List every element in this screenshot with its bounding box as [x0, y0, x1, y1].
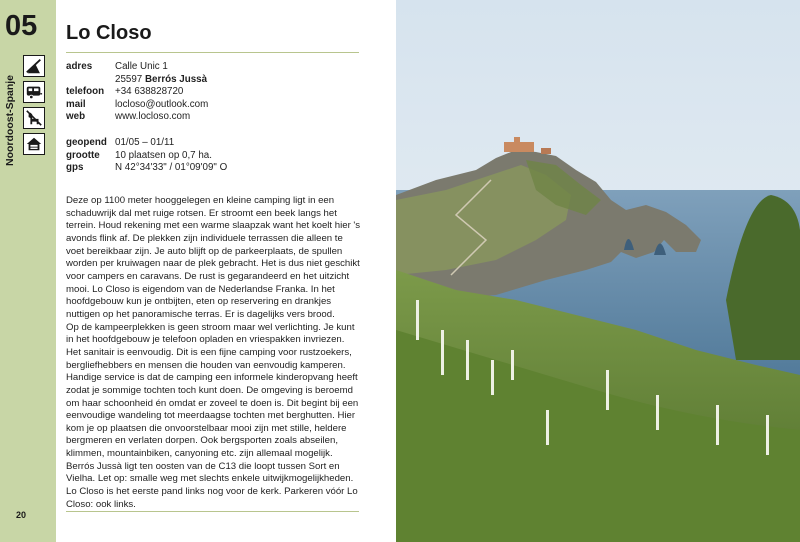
phone-value: +34 638828720: [115, 86, 184, 98]
gps-row: [66, 162, 227, 175]
mail-label: mail: [66, 98, 86, 110]
web-label: web: [66, 111, 86, 123]
phone-row: [66, 86, 227, 99]
coastal-landscape-illustration: [396, 0, 800, 542]
open-value: 01/05 – 01/11: [115, 136, 175, 148]
address-street: Calle Unic 1: [115, 61, 168, 72]
description-paragraph: Deze op 1100 meter hooggelegen en kleine camping ligt in een schaduwrijk dal met ruige rotsen. Er stroomt een beek langs het terrein. Houd rekening met een warme slaapzak want het koelt hier 's avonds flink af. De plekken zijn individuele terrassen die alleen te voet bereikbaar zijn. Je auto blijft op de parkeerplaats, de spullen worden per kruiwagen naar de plek gebracht. Het is dus niet geschikt voor campers en caravans. De rust is gegarandeerd en het uitzicht mooi. Lo Closo is eigendom van de Nederlandse Franka. In het hoofdgebouw kun je ontbijten, eten op reservering en drankjes nuttigen op het panoramische terras. Er is dagelijks vers brood.: [66, 195, 361, 320]
dog-allowed-icon: [23, 107, 45, 129]
gps-label: gps: [66, 162, 84, 174]
sidebar: [0, 0, 56, 542]
caravan-icon: [23, 81, 45, 103]
phone-label: telefoon: [66, 86, 105, 98]
landscape-photo: [396, 0, 800, 542]
address-row: [66, 61, 227, 74]
region-label: Noordoost-Spanje: [4, 75, 16, 166]
size-row: [66, 150, 227, 163]
address-label: adres: [66, 61, 93, 72]
address-postcode: 25597: [115, 73, 143, 85]
entry-number: 05: [5, 10, 38, 42]
page-number: 20: [16, 510, 27, 520]
mail-row: [66, 99, 227, 112]
house-icon: [23, 133, 45, 155]
mail-value: locloso@outlook.com: [115, 98, 209, 110]
open-row: [66, 137, 227, 150]
address-town-row: [66, 74, 227, 87]
facility-icons: [23, 55, 45, 155]
tent-icon: [23, 55, 45, 77]
campsite-title: Lo Closo: [66, 22, 152, 44]
description: [66, 195, 361, 511]
address-town: Berrós Jussà: [144, 73, 208, 85]
divider-bottom: [66, 511, 359, 512]
size-label: grootte: [66, 149, 100, 161]
web-value: www.locloso.com: [115, 111, 191, 123]
gps-value: N 42°34'33" / 01°09'09" O: [115, 162, 228, 174]
info-block: [66, 61, 227, 175]
divider-top: [66, 52, 359, 53]
open-label: geopend: [66, 136, 107, 148]
web-row: [66, 111, 227, 124]
description-paragraph: Op de kampeerplekken is geen stroom maar wel verlichting. Je kunt in het hoofdgebouw je telefoon opladen en vriespakken invriezen. Het sanitair is eenvoudig. Dit is een fijne camping voor rustzoekers, bergliefhebbers en mensen die houden van eenvoudig kamperen. Handige service is dat de camping een informele kinderopvang heeft zodat je sommige tochten toch kunt doen. De omgeving is beroemd om haar schoonheid én omdat er zoveel te doen is. Dit begint bij een eenvoudige wandeling tot meerdaagse tochten met berghutten. Hier kom je op plaatsen die onvoorstelbaar mooi zijn met stille, heldere bergmeren en verlaten dorpen. Ook bergsporten zoals abseilen, klimmen, mountainbiken, canyoning etc. zijn allemaal mogelijk. Berrós Jussà ligt ten oosten van de C13 die loopt tussen Sort en Vielha. Let op: smalle weg met slechts enkele uitwijkmogelijkheden. Lo Closo is het eerste pand links nog voor de kerk. Parkeren vóór Lo Closo: ook links.: [66, 321, 359, 510]
size-value: 10 plaatsen op 0,7 ha.: [115, 149, 212, 161]
